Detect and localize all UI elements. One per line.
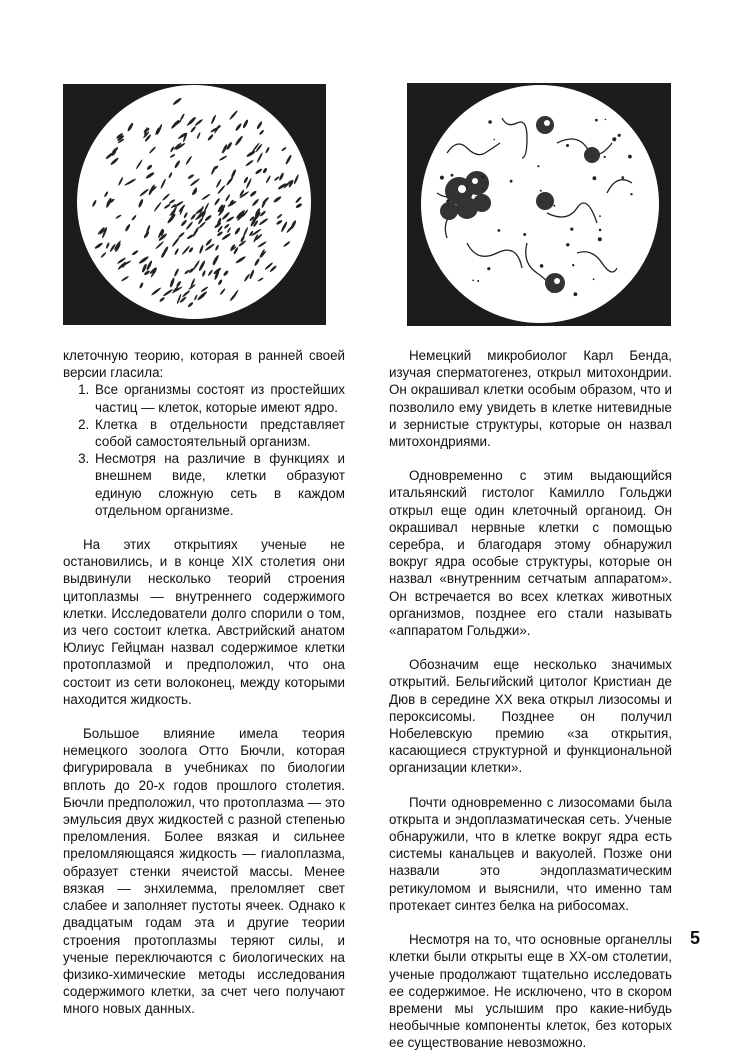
granule-dot <box>566 144 569 147</box>
granule-dot <box>605 119 607 121</box>
granule-dot <box>553 205 555 207</box>
paragraph: Немецкий микробиолог Карл Бенда, изучая сперматогенез, открыл митохондрии. Он окрашивал клетки особым образом, что и позволило ему увидеть в клетке нитевидные и зернистые структуры, которые он назвал митохондриями. <box>389 348 672 450</box>
granule-dot <box>566 243 569 246</box>
granule-dot <box>621 176 624 179</box>
granule-dot <box>570 228 573 231</box>
paragraph: Обозначим еще несколько значимых открытий. Бельгийский цитолог Кристиан де Дюв в середине XX века открыл лизосомы и пероксисомы. Позднее он получил Нобелевскую премию «за открытия, касающиеся структурной и функциональной организации клетки». <box>389 657 672 776</box>
granule-dot <box>540 190 542 192</box>
granule-dot <box>523 233 526 236</box>
granule-dot <box>488 120 492 124</box>
granule-dot <box>618 134 621 137</box>
granule-dot <box>446 200 449 203</box>
microscope-mitochondria-icon <box>407 83 671 326</box>
granule-dot <box>630 193 632 195</box>
paragraph: На этих открытиях ученые не остановились, и в конце XIX столетия они выдвинули несколько теорий строения цитоплазмы — внутреннего содержимого клетки. Исследователи долго спорили о том, из чего состоит клетка. Австрийский анатом Юлиус Гейцман назвал содержимое клетки протоплазмой и предположил, что она состоит из сети волоконец, между которыми находится жидкость. <box>63 537 345 707</box>
paragraph: Большое влияние имела теория немецкого зоолога Отто Бючли, которая фигурировала в учебниках по биологии вплоть до 20-х годов прошлого столетия. Бючли предположил, что протоплазма — это эмульсия двух жидкостей с разной степенью преломления. Более вязкая и сильнее преломляющаяся жидкость — гиалоплазма, образует стенки ячеистой массы. Менее вязкая — энхилемма, преломляет свет слабее и заполняет пустоты ячеек. Однако к двадцатым годам эта и другие теории строения протоплазмы теряют силы, и ученые переключаются с биологических на физико-химические методы исследования содержимого клетки, за счет чего получают много новых данных. <box>63 726 345 1017</box>
granule-dot <box>440 176 444 180</box>
granule-dot <box>598 237 602 241</box>
granule-dot <box>595 119 598 122</box>
granule-dot <box>574 292 578 296</box>
granule-dot <box>510 180 513 183</box>
list-item: 3. Несмотря на различие в функциях и внешнем виде, клетки образуют единую сложную сеть в каждом отдельном организме. <box>93 450 345 519</box>
intro-text: клеточную теорию, которая в ранней своей версии гласила: <box>63 348 345 381</box>
granule-dot <box>604 156 606 158</box>
granule-dot <box>494 139 496 141</box>
granule-dot <box>599 229 602 232</box>
granule-dot <box>451 174 454 177</box>
granule-dot <box>599 215 601 217</box>
granule-dot <box>572 264 574 266</box>
granule-dot <box>537 165 539 167</box>
paragraph: Несмотря на то, что основные органеллы клетки были открыты еще в XX-ом столетии, ученые продолжают тщательно исследовать ее содержимое. Не исключено, что в скором времени мы услышим про какие-нибудь необычные компоненты клеток, без которых ее существование невозможно. <box>389 932 672 1051</box>
granule-dot <box>472 280 474 282</box>
granule-dot <box>540 264 544 268</box>
granule-dot <box>593 278 595 280</box>
granule-dot <box>487 267 490 270</box>
list-item: 1. Все организмы состоят из простейших частиц — клеток, которые имеют ядро. <box>93 381 345 415</box>
granule-dot <box>498 229 501 232</box>
granule-dot <box>482 188 484 190</box>
granule-dot <box>477 280 479 282</box>
list-item: 2. Клетка в отдельности представляет собой самостоятельный организм. <box>93 416 345 450</box>
paragraph: Одновременно с этим выдающийся итальянский гистолог Камилло Гольджи открыл еще один клеточный органоид. Он окрашивал нервные клетки с помощью серебра, и благодаря этому обнаружил вокруг ядра особые структуры, которые он назвал «внутренним сетчатым аппаратом». Он встречается во всех клетках животных организмов, позднее его стали называть «аппаратом Гольджи». <box>389 468 672 639</box>
granule-dot <box>447 205 449 207</box>
microscope-cells-icon <box>63 84 326 325</box>
granule-dot <box>612 137 616 141</box>
left-column <box>63 347 345 1018</box>
granule-dot <box>466 186 468 188</box>
paragraph: Почти одновременно с лизосомами была открыта и эндоплазматическая сеть. Ученые обнаружили, что в клетке вокруг ядра есть системы канальцев и вакуолей. Позже они назвали это эндоплазматическим ретикуломом и выяснили, что именно там протекает синтез белка на рибосомах. <box>389 794 672 913</box>
granule-dot <box>593 176 597 180</box>
page-number: 5 <box>690 928 701 948</box>
granule-dot <box>628 155 632 159</box>
granule-dot <box>481 176 484 179</box>
microscope-mitochondria-illustration <box>407 83 671 326</box>
right-column <box>389 347 672 1052</box>
microscope-cells-illustration <box>63 84 326 325</box>
cell-theory-list <box>63 381 345 519</box>
